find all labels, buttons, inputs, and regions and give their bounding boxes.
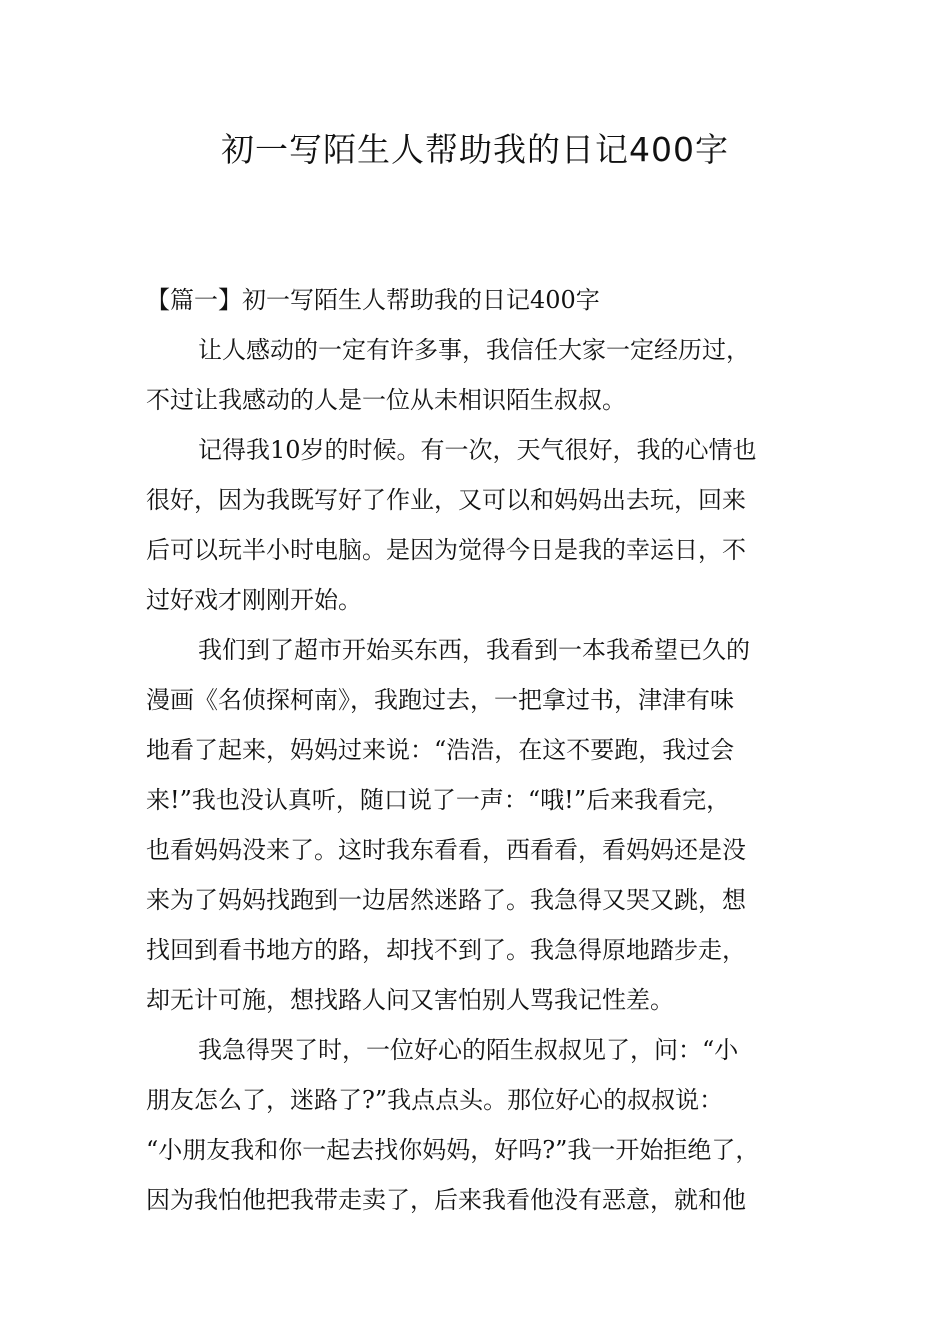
text-line: 来为了妈妈找跑到一边居然迷路了。我急得又哭又跳，想 [146,886,746,914]
text-line: 记得我10岁的时候。有一次，天气很好，我的心情也 [198,436,757,464]
document-title: 初一写陌生人帮助我的日记400字 [221,130,729,169]
text-line: 很好，因为我既写好了作业，又可以和妈妈出去玩，回来 [146,486,746,514]
text-line: 我急得哭了时，一位好心的陌生叔叔见了，问：“小 [198,1036,739,1064]
text-line: 地看了起来，妈妈过来说：“浩浩，在这不要跑，我过会 [146,736,735,764]
text-line: 让人感动的一定有许多事，我信任大家一定经历过， [198,336,750,364]
text-line: 过好戏才刚刚开始。 [146,586,362,614]
text-line: 后可以玩半小时电脑。是因为觉得今日是我的幸运日，不 [146,536,746,564]
text-line: 却无计可施，想找路人问又害怕别人骂我记性差。 [146,986,674,1014]
text-line: 漫画《名侦探柯南》，我跑过去，一把拿过书，津津有味 [146,686,734,714]
text-line: “小朋友我和你一起去找你妈妈，好吗?”我一开始拒绝了， [146,1136,760,1164]
text-line: 不过让我感动的人是一位从未相识陌生叔叔。 [146,386,626,414]
text-line: 也看妈妈没来了。这时我东看看，西看看，看妈妈还是没 [146,836,746,864]
document-body [146,275,821,1225]
text-line: 【篇一】初一写陌生人帮助我的日记400字 [146,286,600,314]
text-line: 找回到看书地方的路，却找不到了。我急得原地踏步走， [146,936,746,964]
text-line: 来!”我也没认真听，随口说了一声：“哦!”后来我看完， [146,786,731,814]
text-line: 因为我怕他把我带走卖了，后来我看他没有恶意，就和他 [146,1186,746,1214]
text-line: 我们到了超市开始买东西，我看到一本我希望已久的 [198,636,750,664]
text-line: 朋友怎么了，迷路了?”我点点头。那位好心的叔叔说： [146,1086,724,1114]
